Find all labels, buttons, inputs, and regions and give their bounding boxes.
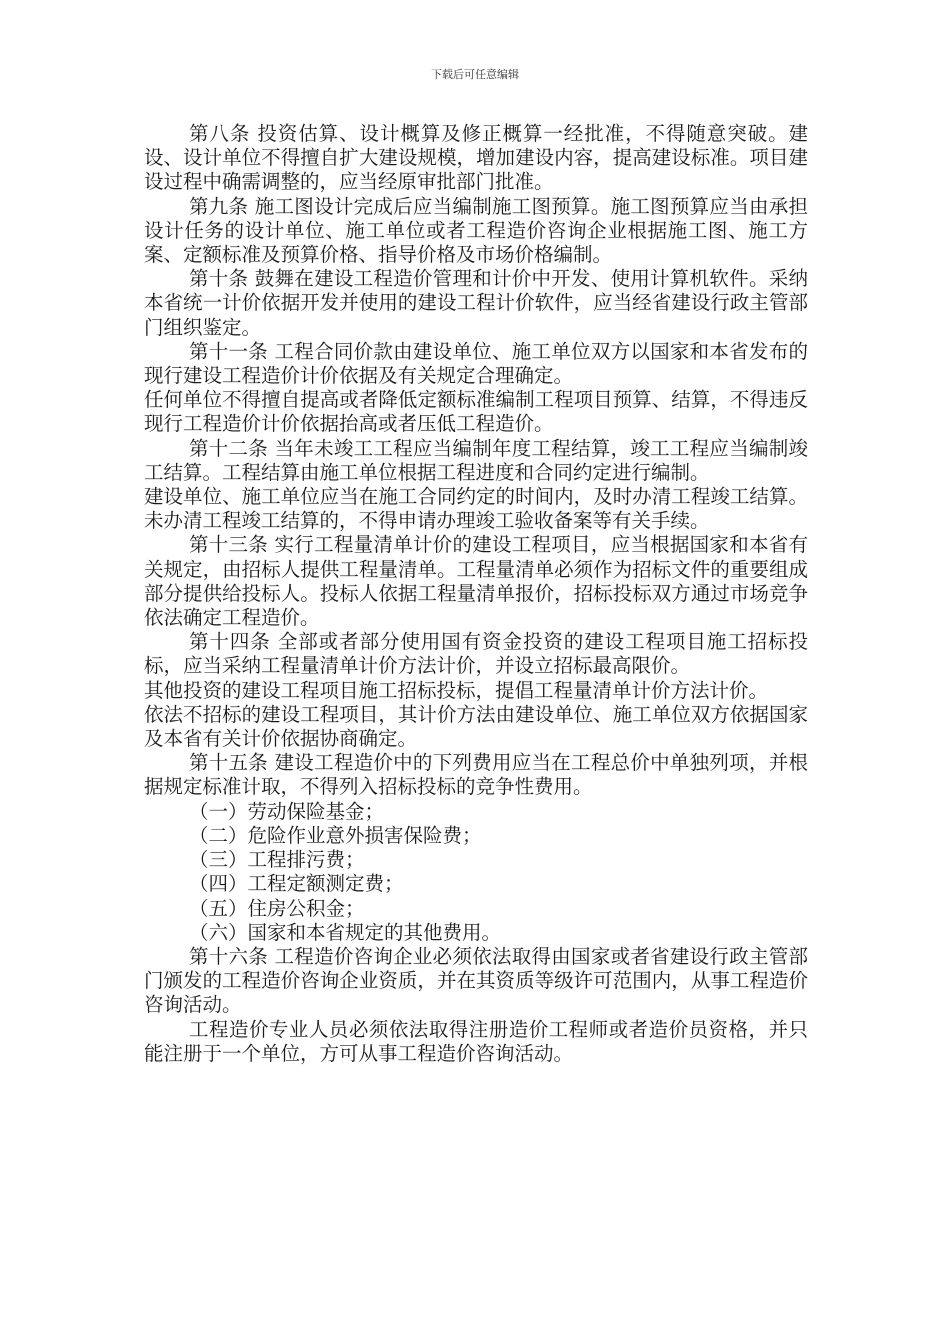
- list-item: （一）劳动保险基金；: [189, 799, 385, 823]
- article-10: 第十条 鼓舞在建设工程造价管理和计价中开发、使用计算机软件。采纳本省统一计价依据开发并使用的建设工程计价软件，应当经省建设行政主管部门组织鉴定。: [144, 267, 808, 339]
- list-item: （五）住房公积金；: [189, 896, 365, 920]
- list-item: （三）工程排污费；: [189, 848, 365, 872]
- article-9: 第九条 施工图设计完成后应当编制施工图预算。施工图预算应当由承担设计任务的设计单位、施工单位或者工程造价咨询企业根据施工图、施工方案、定额标准及预算价格、指导价格及市场价格编制。: [144, 194, 808, 267]
- article-14: 第十四条 全部或者部分使用国有资金投资的建设工程项目施工招标投标，应当采纳工程量清单计价方法计价，并设立招标最高限价。: [144, 630, 808, 678]
- article-16: 第十六条 工程造价咨询企业必须依法取得由国家或者省建设行政主管部门颁发的工程造价咨询企业资质，并在其资质等级许可范围内，从事工程造价咨询活动。: [144, 944, 808, 1017]
- article-16-clause: 工程造价专业人员必须依法取得注册造价工程师或者造价员资格，并只能注册于一个单位，方可从事工程造价咨询活动。: [144, 1017, 808, 1065]
- article-14-clause-2: 依法不招标的建设工程项目，其计价方法由建设单位、施工单位双方依据国家及本省有关计价依据协商确定。: [144, 702, 808, 751]
- page-header: 下载后可任意编辑: [431, 68, 519, 81]
- article-13: 第十三条 实行工程量清单计价的建设工程项目，应当根据国家和本省有关规定，由招标人提供工程量清单。工程量清单必须作为招标文件的重要组成部分提供给投标人。投标人依据工程量清单报价，招标投标双方通过市场竞争依法确定工程造价。: [144, 533, 808, 630]
- list-item: （六）国家和本省规定的其他费用。: [189, 920, 502, 944]
- article-12: 第十二条 当年未竣工工程应当编制年度工程结算，竣工工程应当编制竣工结算。工程结算由施工单位根据工程进度和合同约定进行编制。: [144, 436, 808, 484]
- article-11: 第十一条 工程合同价款由建设单位、施工单位双方以国家和本省发布的现行建设工程造价计价依据及有关规定合理确定。: [144, 339, 808, 388]
- article-12-clause: 建设单位、施工单位应当在施工合同约定的时间内，及时办清工程竣工结算。未办清工程竣工结算的，不得申请办理竣工验收备案等有关手续。: [144, 485, 808, 533]
- article-14-clause-1: 其他投资的建设工程项目施工招标投标，提倡工程量清单计价方法计价。: [144, 678, 769, 702]
- document-body: [144, 122, 808, 1066]
- list-item: （四）工程定额测定费；: [189, 872, 404, 896]
- article-8: 第八条 投资估算、设计概算及修正概算一经批准，不得随意突破。建设、设计单位不得擅自扩大建设规模，增加建设内容，提高建设标准。项目建设过程中确需调整的，应当经原审批部门批准。: [144, 122, 808, 194]
- article-15: 第十五条 建设工程造价中的下列费用应当在工程总价中单独列项，并根据规定标准计取，不得列入招标投标的竞争性费用。: [144, 751, 808, 799]
- article-11-clause: 任何单位不得擅自提高或者降低定额标准编制工程项目预算、结算，不得违反现行工程造价计价依据抬高或者压低工程造价。: [144, 388, 808, 436]
- list-item: （二）危险作业意外损害保险费；: [189, 823, 482, 847]
